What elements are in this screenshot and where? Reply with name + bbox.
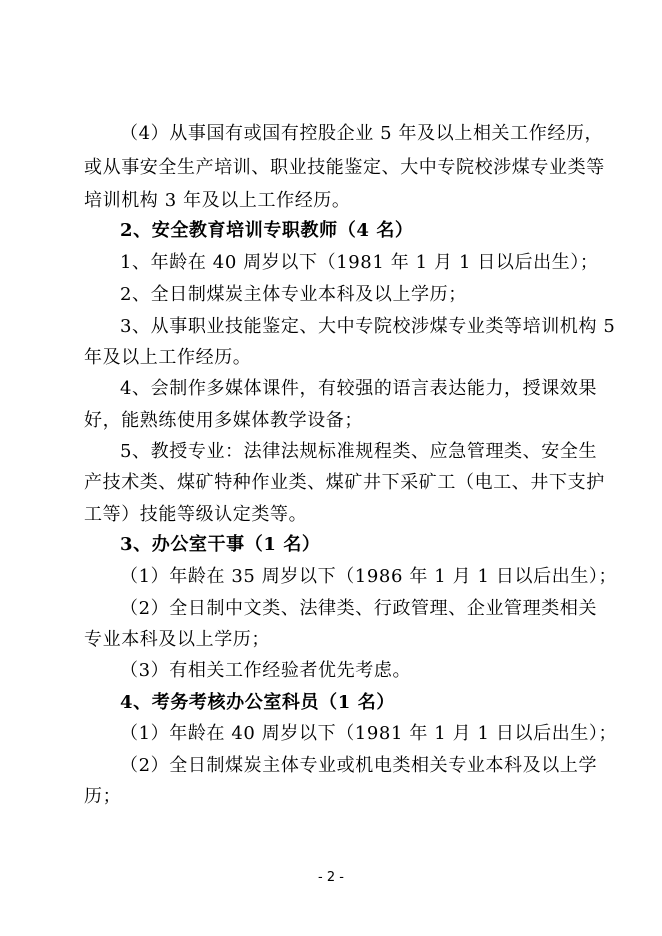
paragraph-line: 产技术类、煤矿特种作业类、煤矿井下采矿工（电工、井下支护 <box>84 472 605 493</box>
paragraph-line: 专业本科及以上学历； <box>84 629 270 650</box>
paragraph-line: （1）年龄在 35 周岁以下（1986 年 1 月 1 日以后出生）； <box>120 566 618 587</box>
paragraph-line: （4）从事国有或国有控股企业 5 年及以上相关工作经历， <box>120 123 604 144</box>
paragraph-line: 历； <box>84 786 122 807</box>
paragraph-line: 培训机构 3 年及以上工作经历。 <box>84 190 351 211</box>
paragraph-line: （1）年龄在 40 周岁以下（1981 年 1 月 1 日以后出生）； <box>120 723 618 744</box>
paragraph-line: （2）全日制中文类、法律类、行政管理、企业管理类相关 <box>120 598 598 619</box>
section-heading: 3、办公室干事（1 名） <box>120 534 321 555</box>
paragraph-line: （3）有相关工作经验者优先考虑。 <box>120 660 412 681</box>
paragraph-line: （2）全日制煤炭主体专业或机电类相关专业本科及以上学 <box>120 755 598 776</box>
paragraph-line: 工等）技能等级认定类等。 <box>84 504 308 525</box>
paragraph-line: 2、全日制煤炭主体专业本科及以上学历； <box>120 284 467 305</box>
paragraph-line: 好，能熟练使用多媒体教学设备； <box>84 410 363 431</box>
paragraph-line: 1、年龄在 40 周岁以下（1981 年 1 月 1 日以后出生）； <box>120 252 599 273</box>
paragraph-line: 年及以上工作经历。 <box>84 347 252 368</box>
paragraph-line: 或从事安全生产培训、职业技能鉴定、大中专院校涉煤专业类等 <box>84 157 605 178</box>
section-heading: 4、考务考核办公室科员（1 名） <box>120 692 395 713</box>
page-number: - 2 - <box>318 870 344 885</box>
paragraph-line: 4、会制作多媒体课件，有较强的语言表达能力，授课效果 <box>120 378 598 399</box>
paragraph-line: 3、从事职业技能鉴定、大中专院校涉煤专业类等培训机构 5 <box>120 316 616 337</box>
paragraph-line: 5、教授专业：法律法规标准规程类、应急管理类、安全生 <box>120 441 598 462</box>
section-heading: 2、安全教育培训专职教师（4 名） <box>120 220 414 241</box>
